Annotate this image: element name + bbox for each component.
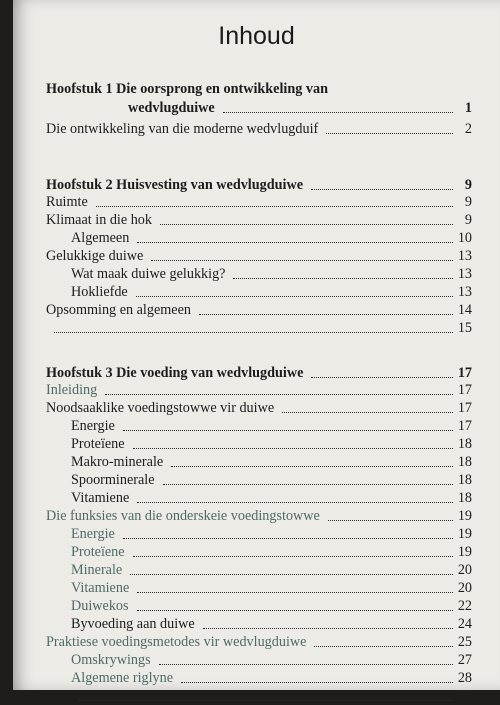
page-number: 20 [457, 562, 472, 578]
entry-label: Vitamiene [71, 490, 130, 506]
chapter-2-title: Hoofstuk 2 Huisvesting van wedvlugduiwe [46, 177, 304, 193]
entry-label: Algemeen [71, 230, 130, 246]
toc-entry [71, 471, 472, 489]
dot-leader [136, 295, 453, 297]
dot-leader [151, 259, 452, 261]
entry-label: Minerale [71, 562, 123, 578]
entry-label: Praktiese voedingsmetodes vir wedvlugduiwe [46, 634, 307, 650]
page-number: 29 [457, 688, 472, 704]
entry-label: Proteïene [71, 436, 125, 452]
page-number: 14 [457, 302, 472, 318]
entry-label: Vitamiene [71, 580, 130, 596]
toc-entry [71, 417, 472, 435]
dot-leader [282, 411, 453, 413]
dot-leader [137, 241, 453, 243]
dot-leader [163, 483, 453, 485]
page-number: 19 [457, 526, 472, 542]
page-number: 18 [457, 472, 472, 488]
entry-label: Makro-minerale [71, 454, 164, 470]
toc-entry [71, 283, 472, 301]
toc-entry [46, 211, 472, 229]
toc-entry [46, 301, 472, 319]
chapter-1-heading [46, 80, 328, 98]
page-number: 13 [457, 284, 472, 300]
page-number: 18 [457, 490, 472, 506]
dot-leader [79, 699, 453, 701]
page-number: 2 [464, 121, 472, 137]
chapter-1-title-continued: wedvlugduiwe [128, 100, 215, 116]
entry-label: Hokliefde [71, 284, 128, 300]
dot-leader [171, 465, 453, 467]
entry-label: Duiwekos [71, 598, 129, 614]
page-number: 1 [464, 100, 472, 116]
entry-label: Inleiding [46, 382, 98, 398]
toc-entry [46, 193, 472, 211]
page-number: 17 [457, 382, 472, 398]
toc-entry [71, 229, 472, 247]
page-number: 18 [457, 454, 472, 470]
page-number: 24 [457, 616, 472, 632]
dot-leader [159, 663, 453, 665]
chapter-1-title: Hoofstuk 1 Die oorsprong en ontwikkeling van [46, 81, 328, 97]
entry-label: Algemene riglyne [71, 670, 174, 686]
page-number: 25 [457, 634, 472, 650]
page-number: 17 [457, 400, 472, 416]
page-number: 18 [457, 436, 472, 452]
toc-entry [71, 669, 472, 687]
dot-leader [328, 519, 453, 521]
toc-entry [46, 247, 472, 265]
dot-leader [137, 591, 453, 593]
page-title: Inhoud [218, 22, 295, 50]
dot-leader [314, 645, 452, 647]
dot-leader [96, 205, 453, 207]
dot-leader [199, 313, 453, 315]
toc-entry [71, 687, 472, 705]
entry-label: Opsomming en algemeen [46, 302, 191, 318]
page-number: 20 [457, 580, 472, 596]
dot-leader [133, 447, 453, 449]
dot-leader [133, 555, 453, 557]
toc-entry [46, 120, 472, 138]
dot-leader [203, 627, 453, 629]
page-number: 13 [457, 248, 472, 264]
entry-label: Byvoeding aan duiwe [71, 616, 195, 632]
toc-entry [71, 435, 472, 453]
toc-entry [46, 319, 472, 337]
toc-entry [46, 399, 472, 417]
toc-entry [71, 561, 472, 579]
entry-label: Energie [71, 418, 115, 434]
entry-label: Gelukkige duiwe [46, 248, 144, 264]
page-number: 28 [457, 670, 472, 686]
page-number: 9 [464, 177, 472, 193]
dot-leader [123, 429, 453, 431]
chapter-1-heading-continued [128, 99, 472, 117]
entry-label: Noodsaaklike voedingstowwe vir duiwe [46, 400, 275, 416]
dot-leader [137, 609, 453, 611]
toc-entry [71, 525, 472, 543]
page-number: 9 [464, 194, 472, 210]
dot-leader [181, 681, 453, 683]
book-page [13, 0, 500, 704]
entry-label: Spoorminerale [71, 472, 155, 488]
page-number: 19 [457, 508, 472, 524]
toc-entry [71, 615, 472, 633]
page-number: 19 [457, 544, 472, 560]
toc-entry [71, 265, 472, 283]
entry-label: Die funksies van die onderskeie voedingstowwe [46, 508, 320, 524]
page-number: 10 [457, 230, 472, 246]
entry-label: Proteïene [71, 544, 125, 560]
toc-entry [71, 453, 472, 471]
toc-entry [71, 543, 472, 561]
dot-leader [223, 111, 453, 113]
entry-label: Klimaat in die hok [46, 212, 152, 228]
toc-entry [71, 597, 472, 615]
toc-entry [71, 651, 472, 669]
dot-leader [137, 501, 453, 503]
toc-entry [71, 579, 472, 597]
page-number: 22 [457, 598, 472, 614]
toc-entry [71, 489, 472, 507]
toc-entry [46, 633, 472, 651]
dot-leader [311, 376, 452, 378]
chapter-2-heading [46, 176, 472, 194]
page-number: 17 [457, 418, 472, 434]
entry-label: Wat maak duiwe gelukkig? [71, 266, 226, 282]
dot-leader [105, 393, 453, 395]
dot-leader [160, 223, 453, 225]
page-number: 13 [457, 266, 472, 282]
dot-leader [130, 573, 453, 575]
toc-entry [46, 381, 472, 399]
page-number: 27 [457, 652, 472, 668]
dot-leader [54, 331, 453, 333]
toc-entry [46, 507, 472, 525]
page-number: 9 [464, 212, 472, 228]
dot-leader [123, 537, 453, 539]
table-of-contents [13, 0, 500, 704]
entry-label: Omskrywings [71, 652, 151, 668]
dot-leader [311, 188, 453, 190]
entry-label: Die ontwikkeling van die moderne wedvlugduif [46, 121, 319, 137]
page-number: 17 [457, 365, 472, 381]
entry-label: Ruimte [46, 194, 88, 210]
chapter-3-heading [46, 364, 472, 382]
entry-label: Energie [71, 526, 115, 542]
chapter-3-title: Hoofstuk 3 Die voeding van wedvlugduiwe [46, 365, 304, 381]
page-number: 15 [457, 320, 472, 336]
dot-leader [233, 277, 452, 279]
dot-leader [326, 132, 453, 134]
